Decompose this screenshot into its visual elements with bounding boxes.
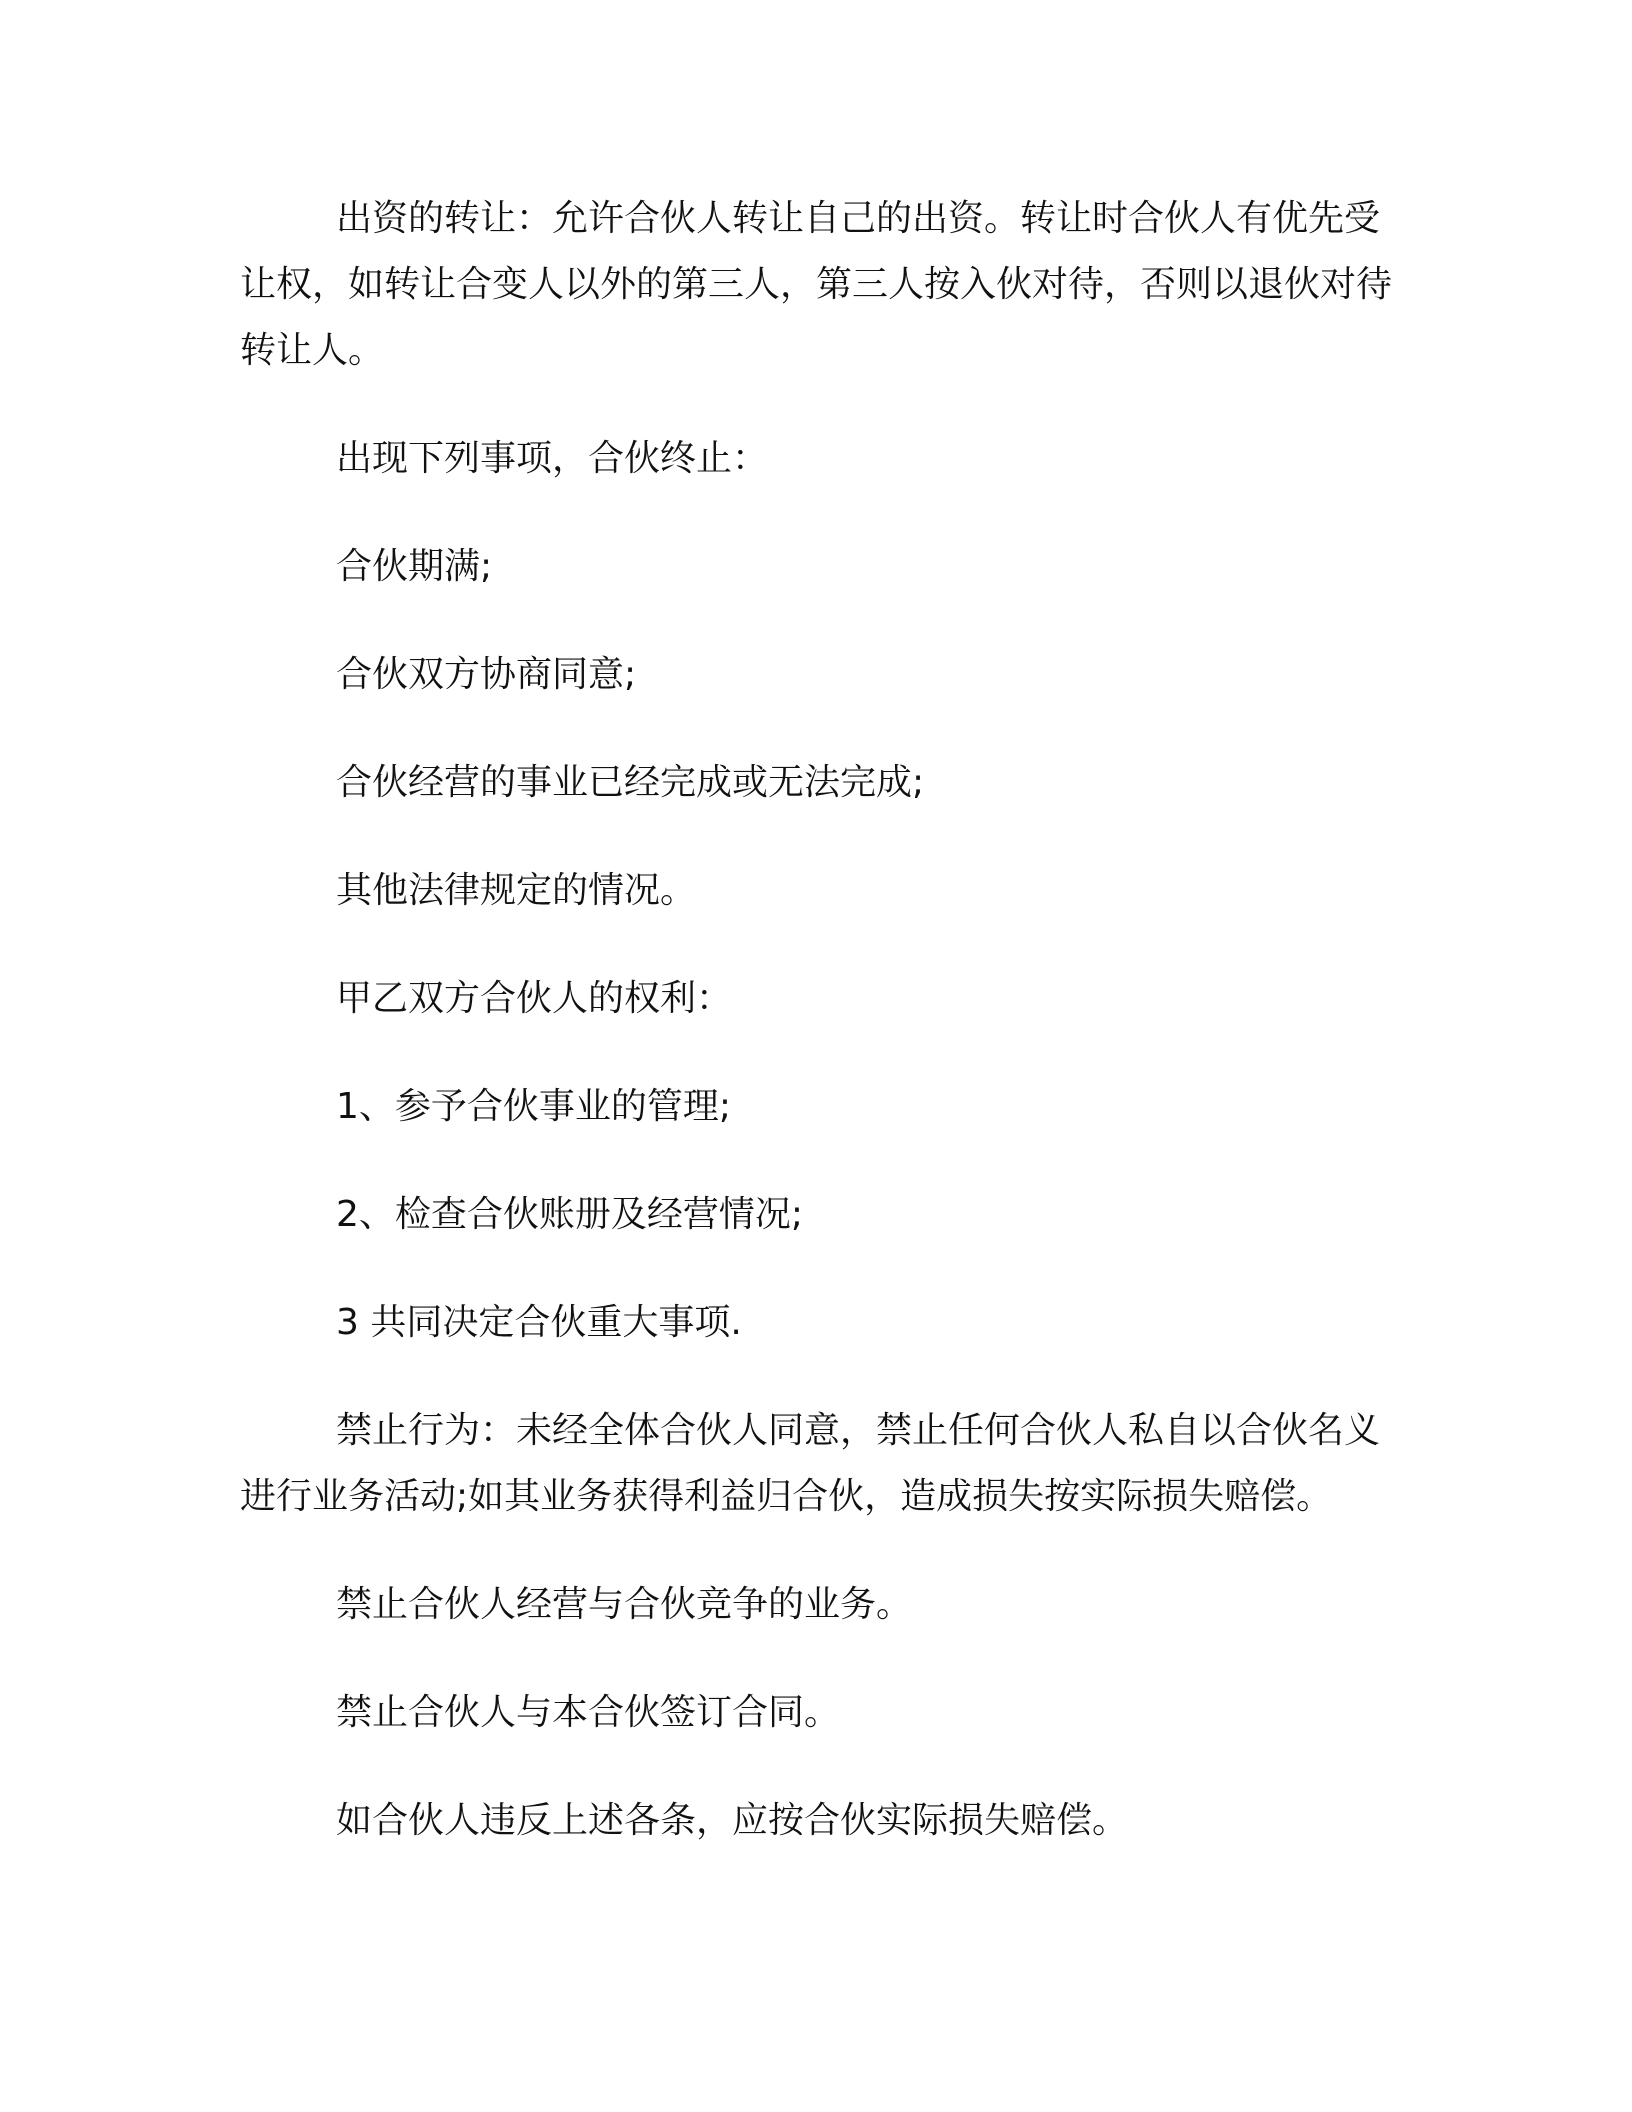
paragraph-rights-heading: 甲乙双方合伙人的权利： (336, 978, 733, 1019)
paragraph-termination-item-1: 合伙期满; (336, 546, 493, 587)
paragraph-termination-item-3: 合伙经营的事业已经完成或无法完成; (336, 762, 925, 803)
paragraph-rights-item-2: 2、检查合伙账册及经营情况; (336, 1194, 804, 1235)
paragraph-capital-transfer: 出资的转让：允许合伙人转让自己的出资。转让时合伙人有优先受让权，如转让合变人以外的第三人，第三人按入伙对待，否则以退伙对待转让人。 (240, 198, 1393, 371)
paragraph-no-competition: 禁止合伙人经营与合伙竞争的业务。 (336, 1584, 913, 1625)
paragraph-rights-item-3: 3 共同决定合伙重大事项. (336, 1302, 742, 1343)
paragraph-no-self-contract: 禁止合伙人与本合伙签订合同。 (336, 1692, 841, 1733)
paragraph-prohibited-conduct: 禁止行为：未经全体合伙人同意，禁止任何合伙人私自以合伙名义进行业务活动;如其业务获得利益归合伙，造成损失按实际损失赔偿。 (240, 1410, 1381, 1517)
document-body (240, 186, 1410, 1896)
paragraph-termination-item-4: 其他法律规定的情况。 (336, 870, 697, 911)
paragraph-rights-item-1: 1、参予合伙事业的管理; (336, 1086, 732, 1127)
paragraph-termination-item-2: 合伙双方协商同意; (336, 654, 637, 695)
paragraph-breach-compensation: 如合伙人违反上述各条，应按合伙实际损失赔偿。 (336, 1800, 1129, 1841)
paragraph-termination-heading: 出现下列事项，合伙终止： (336, 438, 769, 479)
